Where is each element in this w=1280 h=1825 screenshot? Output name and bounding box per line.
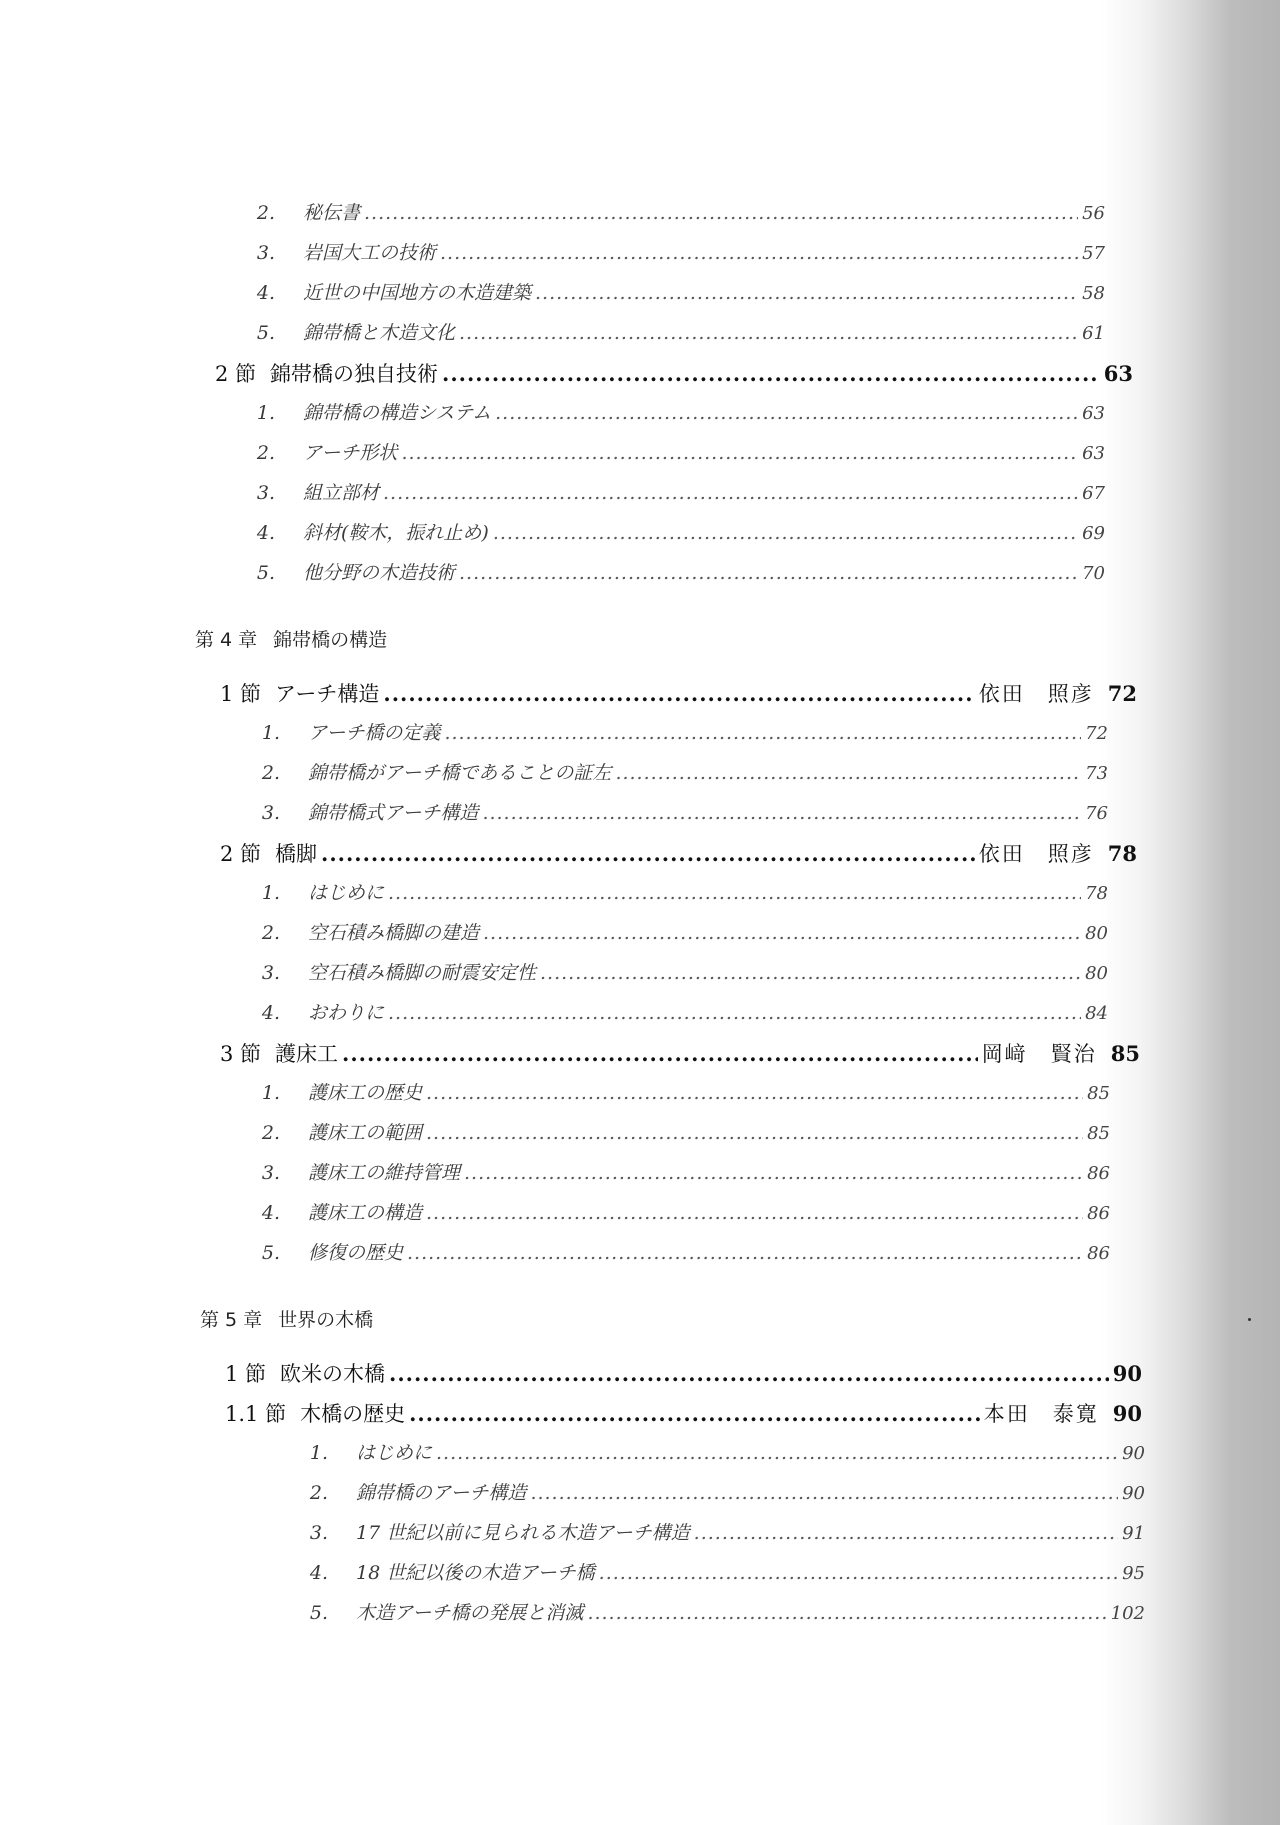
toc-item-entry[interactable]: [240, 1198, 1110, 1225]
dot-leader: [694, 1522, 1118, 1544]
dot-leader: [440, 242, 1078, 264]
entry-number: 4.: [261, 1202, 280, 1224]
entry-title: アーチ橋の定義: [308, 722, 441, 744]
toc-item-entry[interactable]: [240, 1118, 1110, 1145]
entry-number: 2.: [256, 202, 275, 224]
toc-item-entry[interactable]: [240, 1238, 1110, 1265]
entry-page-number: 84: [1085, 1003, 1108, 1024]
toc-item-entry[interactable]: [240, 878, 1108, 905]
dot-leader: [364, 202, 1078, 224]
toc-item-entry[interactable]: [240, 998, 1108, 1025]
entry-number: 2.: [256, 442, 275, 464]
scan-speck: [1248, 1318, 1251, 1321]
dot-leader: [383, 482, 1078, 504]
entry-number: 1 節: [225, 1362, 267, 1386]
dot-leader: [401, 442, 1078, 464]
entry-page-number: 67: [1082, 483, 1105, 504]
dot-leader: [321, 841, 975, 866]
dot-leader: [407, 1242, 1083, 1264]
toc-section-entry[interactable]: [220, 838, 1137, 868]
entry-author: 岡﨑 賢治: [981, 1042, 1097, 1066]
entry-title: 斜材(鞍木，振れ止め): [303, 522, 489, 544]
dot-leader: [587, 1602, 1106, 1624]
entry-page-number: 78: [1085, 883, 1108, 904]
entry-title: 護床工の歴史: [308, 1082, 423, 1104]
entry-page-number: 90: [1112, 1401, 1142, 1426]
entry-number: 4.: [309, 1562, 328, 1584]
dot-leader: [426, 1122, 1083, 1144]
entry-title: 他分野の木造技術: [303, 562, 456, 584]
chapter-heading: [195, 625, 387, 652]
dot-leader: [464, 1162, 1083, 1184]
entry-page-number: 73: [1085, 763, 1108, 784]
entry-author: 本田 泰寛: [983, 1402, 1099, 1426]
toc-item-entry[interactable]: [235, 238, 1105, 265]
entry-title: 秘伝書: [303, 202, 361, 224]
entry-page-number: 63: [1103, 361, 1133, 386]
dot-leader: [388, 882, 1081, 904]
entry-number: 1.: [261, 722, 280, 744]
entry-title: はじめに: [356, 1442, 433, 1464]
entry-number: 5.: [256, 322, 275, 344]
entry-page-number: 86: [1087, 1243, 1110, 1264]
toc-item-entry[interactable]: [235, 278, 1105, 305]
entry-page-number: 69: [1082, 523, 1105, 544]
toc-item-entry[interactable]: [240, 918, 1108, 945]
entry-page-number: 70: [1082, 563, 1105, 584]
toc-item-entry[interactable]: [235, 318, 1105, 345]
entry-title: 18 世紀以後の木造アーチ橋: [356, 1562, 595, 1584]
entry-page-number: 85: [1087, 1123, 1110, 1144]
entry-page-number: 63: [1082, 443, 1105, 464]
entry-number: 4.: [256, 522, 275, 544]
entry-title: 錦帯橋の構造システム: [303, 402, 492, 424]
entry-title: 錦帯橋がアーチ橋であることの証左: [308, 762, 612, 784]
toc-item-entry[interactable]: [288, 1478, 1145, 1505]
toc-section-entry[interactable]: [225, 1398, 1142, 1428]
entry-number: 3.: [256, 482, 275, 504]
dot-leader: [530, 1482, 1118, 1504]
entry-number: 4.: [256, 282, 275, 304]
entry-title: 錦帯橋の独自技術: [270, 362, 439, 386]
chapter-heading: [200, 1305, 373, 1332]
entry-page-number: 72: [1107, 681, 1137, 706]
entry-number: 5.: [309, 1602, 328, 1624]
entry-page-number: 90: [1112, 1361, 1142, 1386]
entry-page-number: 91: [1122, 1523, 1145, 1544]
entry-page-number: 90: [1122, 1483, 1145, 1504]
entry-page-number: 78: [1107, 841, 1137, 866]
entry-number: 3 節: [220, 1042, 262, 1066]
chapter-number: 第 5 章: [200, 1309, 263, 1331]
entry-number: 5.: [261, 1242, 280, 1264]
entry-number: 1.: [309, 1442, 328, 1464]
entry-number: 3.: [261, 802, 280, 824]
toc-item-entry[interactable]: [288, 1558, 1145, 1585]
toc-item-entry[interactable]: [240, 1078, 1110, 1105]
toc-item-entry[interactable]: [288, 1518, 1145, 1545]
toc-item-entry[interactable]: [235, 518, 1105, 545]
dot-leader: [409, 1401, 980, 1426]
entry-page-number: 58: [1082, 283, 1105, 304]
dot-leader: [459, 322, 1078, 344]
entry-page-number: 56: [1082, 203, 1105, 224]
toc-item-entry[interactable]: [240, 1158, 1110, 1185]
dot-leader: [389, 1361, 1109, 1386]
entry-title: 護床工の範囲: [308, 1122, 423, 1144]
entry-title: 修復の歴史: [308, 1242, 404, 1264]
dot-leader: [540, 962, 1081, 984]
entry-number: 3.: [256, 242, 275, 264]
toc-item-entry[interactable]: [235, 478, 1105, 505]
dot-leader: [482, 802, 1081, 824]
toc-section-entry[interactable]: [220, 678, 1137, 708]
entry-page-number: 85: [1110, 1041, 1140, 1066]
toc-section-entry[interactable]: [225, 1358, 1142, 1388]
toc-item-entry[interactable]: [288, 1598, 1145, 1625]
toc-item-entry[interactable]: [240, 958, 1108, 985]
entry-number: 4.: [261, 1002, 280, 1024]
entry-title: 橋脚: [275, 842, 318, 866]
entry-title: 17 世紀以前に見られる木造アーチ構造: [356, 1522, 690, 1544]
entry-page-number: 102: [1110, 1603, 1145, 1624]
entry-page-number: 61: [1082, 323, 1105, 344]
dot-leader: [615, 762, 1081, 784]
entry-title: おわりに: [308, 1002, 385, 1024]
entry-page-number: 90: [1122, 1443, 1145, 1464]
entry-page-number: 57: [1082, 243, 1105, 264]
entry-title: アーチ構造: [275, 682, 380, 706]
entry-number: 5.: [256, 562, 275, 584]
entry-title: 近世の中国地方の木造建築: [303, 282, 532, 304]
entry-number: 1.: [256, 402, 275, 424]
toc-item-entry[interactable]: [235, 558, 1105, 585]
entry-page-number: 86: [1087, 1203, 1110, 1224]
dot-leader: [426, 1082, 1083, 1104]
entry-title: 木橋の歴史: [300, 1402, 406, 1426]
entry-author: 依田 照彦: [978, 682, 1094, 706]
entry-page-number: 76: [1085, 803, 1108, 824]
entry-title: アーチ形状: [303, 442, 398, 464]
chapter-number: 第 4 章: [195, 629, 258, 651]
entry-title: 組立部材: [303, 482, 380, 504]
entry-title: 護床工の構造: [308, 1202, 423, 1224]
toc-section-entry[interactable]: [215, 358, 1133, 388]
entry-title: 空石積み橋脚の建造: [308, 922, 480, 944]
entry-number: 2.: [261, 922, 280, 944]
entry-page-number: 95: [1122, 1563, 1145, 1584]
entry-number: 2 節: [220, 842, 262, 866]
chapter-title: 世界の木橋: [278, 1309, 374, 1331]
toc-item-entry[interactable]: [235, 398, 1105, 425]
dot-leader: [436, 1442, 1118, 1464]
toc-section-entry[interactable]: [220, 1038, 1140, 1068]
entry-number: 2.: [261, 1122, 280, 1144]
entry-page-number: 72: [1085, 723, 1108, 744]
entry-page-number: 80: [1085, 963, 1108, 984]
dot-leader: [388, 1002, 1081, 1024]
entry-number: 2.: [309, 1482, 328, 1504]
entry-page-number: 80: [1085, 923, 1108, 944]
entry-number: 3.: [261, 962, 280, 984]
entry-number: 1.: [261, 882, 280, 904]
entry-number: 2 節: [215, 362, 257, 386]
dot-leader: [342, 1041, 978, 1066]
toc-item-entry[interactable]: [240, 718, 1108, 745]
entry-page-number: 86: [1087, 1163, 1110, 1184]
toc-item-entry[interactable]: [240, 798, 1108, 825]
entry-number: 1.: [261, 1082, 280, 1104]
dot-leader: [444, 722, 1081, 744]
dot-leader: [599, 1562, 1118, 1584]
entry-title: 木造アーチ橋の発展と消滅: [356, 1602, 584, 1624]
entry-title: 空石積み橋脚の耐震安定性: [308, 962, 537, 984]
dot-leader: [535, 282, 1078, 304]
dot-leader: [459, 562, 1078, 584]
dot-leader: [383, 681, 974, 706]
entry-title: 錦帯橋式アーチ構造: [308, 802, 479, 824]
dot-leader: [483, 922, 1081, 944]
toc-item-entry[interactable]: [288, 1438, 1145, 1465]
dot-leader: [495, 402, 1078, 424]
entry-number: 1.1 節: [225, 1402, 287, 1426]
entry-number: 1 節: [220, 682, 262, 706]
entry-number: 3.: [309, 1522, 328, 1544]
entry-title: 錦帯橋と木造文化: [303, 322, 456, 344]
entry-title: 欧米の木橋: [280, 1362, 386, 1386]
entry-title: 錦帯橋のアーチ構造: [356, 1482, 527, 1504]
entry-title: はじめに: [308, 882, 385, 904]
toc-item-entry[interactable]: [240, 758, 1108, 785]
entry-number: 3.: [261, 1162, 280, 1184]
dot-leader: [493, 522, 1078, 544]
chapter-title: 錦帯橋の構造: [273, 629, 388, 651]
toc-item-entry[interactable]: [235, 198, 1105, 225]
entry-author: 依田 照彦: [978, 842, 1094, 866]
entry-title: 護床工の維持管理: [308, 1162, 461, 1184]
entry-number: 2.: [261, 762, 280, 784]
entry-title: 護床工: [275, 1042, 339, 1066]
entry-page-number: 85: [1087, 1083, 1110, 1104]
dot-leader: [442, 361, 1100, 386]
entry-title: 岩国大工の技術: [303, 242, 437, 264]
toc-item-entry[interactable]: [235, 438, 1105, 465]
entry-page-number: 63: [1082, 403, 1105, 424]
dot-leader: [426, 1202, 1083, 1224]
